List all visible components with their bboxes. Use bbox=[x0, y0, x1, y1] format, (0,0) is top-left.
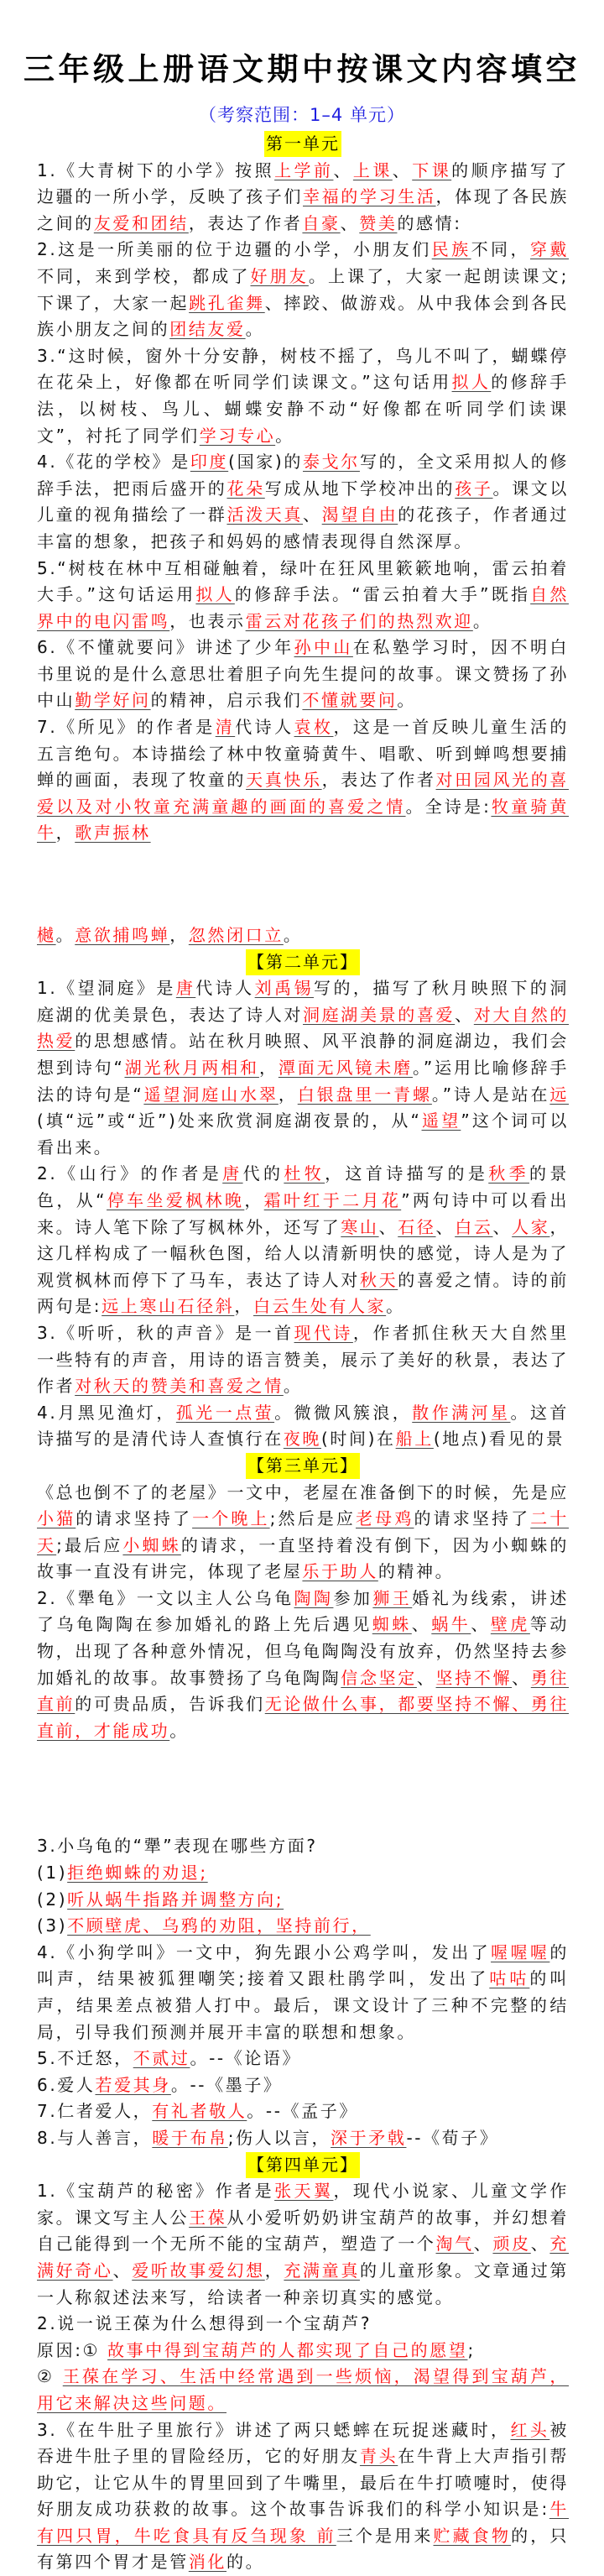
prompt-text: 、 bbox=[531, 2234, 550, 2254]
prompt-text: 。 bbox=[56, 925, 76, 945]
prompt-text: 8.与人善言， bbox=[37, 2128, 152, 2148]
answer-text: 壁虎 bbox=[491, 1614, 530, 1634]
document-body bbox=[37, 131, 569, 2576]
answer-text: 白银盘里一青螺 bbox=[298, 1084, 432, 1105]
answer-text: 二十天 bbox=[37, 1508, 569, 1555]
fill-in-item bbox=[37, 1400, 569, 1453]
answer-text: 唐 bbox=[176, 978, 195, 998]
prompt-text: ，也表示 bbox=[169, 611, 245, 631]
prompt-text: 。全诗是: bbox=[406, 797, 492, 817]
answer-text: 石径 bbox=[398, 1217, 435, 1237]
answer-text: 学习专心 bbox=[200, 426, 275, 446]
answer-text: 不懂就要问 bbox=[302, 690, 397, 710]
prompt-text: (2) bbox=[37, 1889, 67, 1910]
prompt-text: 4.《花的学校》是 bbox=[37, 452, 190, 472]
answer-text: 不顾壁虎、乌鸦的劝阻，坚持前行， bbox=[67, 1915, 371, 1936]
fill-in-item bbox=[37, 2178, 569, 2311]
prompt-text: 的，只有第四个胃才是管 bbox=[37, 2526, 569, 2573]
answer-text: 唐 bbox=[222, 1163, 242, 1183]
answer-text: 友爱和团结 bbox=[94, 213, 189, 233]
answer-text: 雷云对花孩子们的热烈欢迎 bbox=[246, 611, 473, 631]
fill-in-item bbox=[37, 2417, 569, 2576]
answer-text: 小蜘蛛 bbox=[122, 1535, 180, 1555]
answer-text: 听从蜗牛指路并调整方向; bbox=[67, 1889, 284, 1910]
prompt-text: 。”诗人是站在 bbox=[432, 1084, 550, 1105]
fill-in-item bbox=[37, 1586, 569, 1745]
prompt-text: 3.《听听，秋的声音》是一首 bbox=[37, 1323, 294, 1343]
prompt-text: 的儿童形象。文章通过第一人称叙述法来写，给读者一种亲切真实的感觉。 bbox=[37, 2260, 569, 2307]
answer-text: 牛有四只胃，牛吃食具有反刍现象 前 bbox=[37, 2499, 569, 2546]
answer-text: 刘禹锡 bbox=[255, 978, 314, 998]
prompt-text: 。课文以儿童的视角描绘了一群 bbox=[37, 478, 569, 525]
answer-text: 陶陶 bbox=[294, 1588, 334, 1608]
prompt-text: 的景色，从“ bbox=[37, 1163, 569, 1210]
answer-text: 孤光一点萤 bbox=[176, 1403, 274, 1423]
answer-text: 充满童真 bbox=[284, 2260, 360, 2281]
fill-in-item bbox=[37, 975, 569, 1161]
prompt-text: ， bbox=[265, 2260, 284, 2281]
prompt-text: ，这首诗描写的是 bbox=[325, 1163, 488, 1183]
unit-heading-label: 【第四单元】 bbox=[246, 2152, 360, 2178]
prompt-text: 、 bbox=[303, 504, 322, 525]
prompt-text: 的叫声，结果差点被猎人打中。最后，课文设计了三种不完整的结局，引导我们预测并展开丰富的联想和想象。 bbox=[37, 1968, 569, 2041]
prompt-text: 。”运用比喻修辞手法的诗句是“ bbox=[37, 1058, 569, 1105]
prompt-text: 1.《宝葫芦的秘密》作者是 bbox=[37, 2181, 274, 2201]
prompt-text: ，这几样构成了一幅秋色图，给人以清新明快的感觉，诗人是为了观赏枫林而停下了马车，表达了诗人对 bbox=[37, 1217, 569, 1290]
unit-heading bbox=[37, 2152, 569, 2179]
answer-text: 坚持不懈 bbox=[436, 1668, 513, 1688]
fill-in-item bbox=[37, 2046, 569, 2072]
answer-text: 信念坚定 bbox=[341, 1668, 417, 1688]
fill-in-item bbox=[37, 343, 569, 449]
prompt-text: 。--《孟子》 bbox=[247, 2101, 358, 2121]
prompt-text: 。 bbox=[397, 690, 416, 710]
blank-gap bbox=[37, 847, 569, 922]
answer-text: 白云生处有人家 bbox=[253, 1296, 386, 1316]
answer-text: 贮藏食物 bbox=[434, 2526, 512, 2546]
fill-in-item bbox=[37, 237, 569, 342]
prompt-text: 3.“这时候，窗外十分安静，树枝不摇了，鸟儿不叫了，蝴蝶停在花朵上，好像都在听同学们读课文。”这句话用 bbox=[37, 346, 569, 393]
prompt-text: 不同， bbox=[471, 239, 530, 259]
prompt-text: ，作者抓住秋天大自然里一些特有的声音，用诗的语言赞美，展示了美好的秋景，表达了作者 bbox=[37, 1323, 569, 1396]
prompt-text: 3.《在牛肚子里旅行》讲述了两只蟋蟀在玩捉迷藏时， bbox=[37, 2420, 510, 2440]
prompt-text: --《荀子》 bbox=[406, 2128, 498, 2148]
prompt-text: 3.小乌龟的“犟”表现在哪些方面? bbox=[37, 1836, 318, 1856]
prompt-text: 1.《大青树下的小学》按照 bbox=[37, 160, 274, 180]
prompt-text: 、 bbox=[492, 1217, 512, 1237]
prompt-text: 、 bbox=[455, 1005, 474, 1025]
fill-in-item bbox=[37, 1833, 569, 1860]
prompt-text: 。 bbox=[386, 1296, 405, 1316]
prompt-text: ② bbox=[37, 2366, 63, 2386]
answer-text: 老母鸡 bbox=[356, 1508, 414, 1528]
answer-text: 拟人 bbox=[195, 584, 234, 604]
prompt-text: 的叫声，结果被狐狸嘲笑;接着又跟杜鹃学叫，发出了 bbox=[37, 1942, 569, 1989]
prompt-text: ，现代小说家、儿童文学作家。课文写主人公 bbox=[37, 2181, 569, 2228]
fill-in-item bbox=[37, 1860, 569, 1887]
prompt-text: ， bbox=[56, 823, 76, 843]
answer-text: 对大自然的热爱 bbox=[37, 1005, 569, 1052]
prompt-text: 、 bbox=[436, 1217, 456, 1237]
fill-in-item bbox=[37, 1161, 569, 1320]
answer-text: 牧童骑黄牛 bbox=[37, 797, 569, 844]
prompt-text: 、 bbox=[113, 2260, 133, 2281]
answer-text: 杜牧 bbox=[284, 1163, 325, 1183]
fill-in-item bbox=[37, 158, 569, 238]
prompt-text: 。--《墨子》 bbox=[171, 2075, 283, 2095]
answer-text: 霜叶红于二月花 bbox=[264, 1190, 402, 1210]
answer-text: 无论做什么事，都要坚持不懈、勇往直前，才能成功 bbox=[37, 1694, 569, 1741]
prompt-text: 的顺序描写了边疆的一所小学，反映了孩子们 bbox=[37, 160, 569, 207]
fill-in-item bbox=[37, 2072, 569, 2099]
answer-text: 船上 bbox=[396, 1429, 434, 1449]
exam-scope-subtitle: （考察范围：1–4 单元） bbox=[0, 102, 604, 128]
answer-text: 好朋友 bbox=[250, 266, 308, 286]
prompt-text: 的修辞手法，以树枝、鸟儿、蝴蝶安静不动“好像都在听同学们读课文”，衬托了同学们 bbox=[37, 372, 569, 445]
answer-text: 遥望 bbox=[422, 1110, 461, 1131]
answer-text: 对田园风光的喜爱以及对小牧童充满童趣的画面的喜爱之情 bbox=[37, 770, 569, 817]
answer-text: 故事中得到宝葫芦的人都实现了自己的愿望 bbox=[107, 2340, 467, 2360]
answer-text: 现代诗 bbox=[294, 1323, 353, 1343]
answer-text: 蜗牛 bbox=[431, 1614, 471, 1634]
answer-text: 忽然闭口立 bbox=[189, 925, 284, 945]
answer-text: 孙中山 bbox=[294, 637, 353, 657]
answer-text: 下课 bbox=[412, 160, 451, 180]
answer-text: 勇往直前 bbox=[37, 1668, 569, 1715]
answer-text: 袁枚 bbox=[294, 717, 334, 737]
prompt-text: ， bbox=[169, 925, 189, 945]
prompt-text: 4.《小狗学叫》一文中，狗先跟小公鸡学叫，发出了 bbox=[37, 1942, 491, 1962]
answer-text: 秋季 bbox=[488, 1163, 529, 1183]
prompt-text: 的感情: bbox=[397, 213, 461, 233]
prompt-text: ;最后应 bbox=[56, 1535, 122, 1555]
prompt-text: 、 bbox=[333, 160, 352, 180]
answer-text: 喔喔喔 bbox=[491, 1942, 549, 1962]
answer-text: 幸福的学习生活 bbox=[303, 186, 436, 206]
prompt-text: 从小爱听奶奶讲宝葫芦的故事，并幻想着自己能得到一个无所不能的宝葫芦，塑造了一个 bbox=[37, 2208, 569, 2255]
prompt-text: ， bbox=[244, 1190, 263, 1210]
answer-text: 勤学好问 bbox=[75, 690, 150, 710]
answer-text: 穿戴 bbox=[530, 239, 569, 259]
unit-heading-label: 【第三单元】 bbox=[246, 1453, 360, 1479]
prompt-text: 。 bbox=[275, 426, 294, 446]
answer-text: 泰戈尔 bbox=[303, 452, 360, 472]
answer-text: 拒绝蜘蛛的劝退; bbox=[67, 1863, 208, 1883]
prompt-text: 的喜爱之情。诗的前两句是: bbox=[37, 1270, 569, 1317]
prompt-text: 的请求坚持了 bbox=[414, 1508, 530, 1528]
prompt-text: (填“远”或“近”)处来欣赏洞庭湖夜景的，从“ bbox=[37, 1110, 422, 1131]
document-title: 三年级上册语文期中按课文内容填空 bbox=[0, 50, 604, 89]
prompt-text: 。--《论语》 bbox=[190, 2048, 302, 2068]
prompt-text: 在牛背上大声指引帮助它，让它从牛的胃里回到了牛嘴里，最后在牛打喷嚏时，使得好朋友成功获救的故事。这个故事告诉我们的科学小知识是: bbox=[37, 2446, 569, 2519]
answer-text: 歌声振林 bbox=[75, 823, 150, 843]
prompt-text: ， bbox=[279, 1084, 298, 1105]
prompt-text: 写的，全文采用拟人的修辞手法，把雨后盛开的 bbox=[37, 452, 569, 499]
answer-text: 清 bbox=[216, 717, 235, 737]
prompt-text: ， bbox=[234, 1296, 253, 1316]
prompt-text: 的。 bbox=[226, 2552, 264, 2572]
prompt-text: 6.《不懂就要问》讲述了少年 bbox=[37, 637, 294, 657]
prompt-text: ;伤人以言， bbox=[228, 2128, 331, 2148]
answer-text: 一个晚上 bbox=[192, 1508, 270, 1528]
prompt-text: 的修辞手法。“雷云拍着大手”既指 bbox=[235, 584, 530, 604]
prompt-text: 。 bbox=[246, 319, 265, 339]
prompt-text: 写的，描写了秋月映照下的洞庭湖的优美景色，表达了诗人对 bbox=[37, 978, 569, 1025]
answer-text: 远上寒山石径斜 bbox=[102, 1296, 234, 1316]
answer-text: 潭面无风镜未磨 bbox=[279, 1058, 413, 1078]
prompt-text: 代诗人 bbox=[235, 717, 294, 737]
prompt-text: ，体现了各民族之间的 bbox=[37, 186, 569, 233]
prompt-text: 。 bbox=[284, 925, 303, 945]
prompt-text: 。 bbox=[169, 1721, 189, 1741]
answer-text: 意欲捕鸣蝉 bbox=[75, 925, 169, 945]
answer-text: 爱听故事爱幻想 bbox=[132, 2260, 265, 2281]
answer-text: 孩子 bbox=[455, 478, 492, 499]
answer-text: 遥望洞庭山水翠 bbox=[143, 1084, 278, 1105]
answer-text: 秋天 bbox=[360, 1270, 398, 1290]
answer-text: 乐于助人 bbox=[302, 1561, 378, 1581]
prompt-text: 1.《望洞庭》是 bbox=[37, 978, 176, 998]
answer-text: 花朵 bbox=[226, 478, 264, 499]
prompt-text: 5.不迁怒， bbox=[37, 2048, 133, 2068]
fill-in-item bbox=[37, 2338, 569, 2364]
prompt-text: 、 bbox=[417, 1668, 436, 1688]
answer-text: 若爱其身 bbox=[95, 2075, 170, 2095]
prompt-text: (1) bbox=[37, 1863, 67, 1883]
answer-text: 拟人 bbox=[452, 372, 492, 392]
answer-text: 跳孔雀舞 bbox=[189, 293, 265, 313]
answer-text: 张天翼 bbox=[274, 2181, 333, 2201]
prompt-text: 写成从地下学校冲出的 bbox=[265, 478, 455, 499]
answer-text: 王葆在学习、生活中经常遇到一些烦恼，渴望得到宝葫芦，用它来解决这些问题。 bbox=[37, 2366, 569, 2413]
fill-in-item bbox=[37, 635, 569, 714]
answer-text: 红头 bbox=[510, 2420, 549, 2440]
prompt-text: 、 bbox=[412, 1614, 432, 1634]
answer-text: 小猫 bbox=[37, 1508, 76, 1528]
answer-text: 自然界中的电闪雷鸣 bbox=[37, 584, 569, 631]
prompt-text: 不同，来到学校，都成了 bbox=[37, 266, 250, 286]
unit-heading bbox=[37, 1453, 569, 1480]
answer-text: 狮王 bbox=[372, 1588, 412, 1608]
answer-text: 印度 bbox=[190, 452, 228, 472]
prompt-text: 6.爱人 bbox=[37, 2075, 95, 2095]
fill-in-item bbox=[37, 449, 569, 555]
answer-text: 停车坐爱枫林晚 bbox=[107, 1190, 244, 1210]
prompt-text: 2.说一说王葆为什么想得到一个宝葫芦? bbox=[37, 2313, 372, 2333]
prompt-text: 2.这是一所美丽的位于边疆的小学，小朋友们 bbox=[37, 239, 432, 259]
answer-text: 消化 bbox=[189, 2552, 226, 2572]
prompt-text: (国家)的 bbox=[228, 452, 303, 472]
prompt-text: (时间)在 bbox=[321, 1429, 396, 1449]
answer-text: 对秋天的赞美和喜爱之情 bbox=[75, 1376, 284, 1396]
answer-text: 上课 bbox=[353, 160, 393, 180]
answer-text: 人家 bbox=[512, 1217, 549, 1237]
fill-in-item bbox=[37, 1940, 569, 2046]
prompt-text: 。微微风簇浪， bbox=[274, 1403, 412, 1423]
prompt-text: 、 bbox=[393, 160, 412, 180]
answer-text: 湖光秋月两相和 bbox=[124, 1058, 258, 1078]
prompt-text: ;然后是应 bbox=[270, 1508, 356, 1528]
prompt-text: ，这是一首反映儿童生活的五言绝句。本诗描绘了林中牧童骑黄牛、唱歌、听到蝉鸣想要捕蝉的画面，表现了牧童的 bbox=[37, 717, 569, 790]
prompt-text: 。上课了，大家一起朗读课文;下课了，大家一起 bbox=[37, 266, 569, 313]
prompt-text: 。 bbox=[473, 611, 492, 631]
prompt-text: 、 bbox=[379, 1217, 398, 1237]
prompt-text: 、 bbox=[474, 2234, 493, 2254]
fill-in-item bbox=[37, 714, 569, 847]
prompt-text: (3) bbox=[37, 1915, 67, 1936]
prompt-text: 婚礼为线索，讲述了乌龟陶陶在参加婚礼的路上先后遇见 bbox=[37, 1588, 569, 1635]
fill-in-item bbox=[37, 2364, 569, 2417]
prompt-text: ，表达了作者 bbox=[189, 213, 303, 233]
prompt-text: 的思想感情。站在秋月映照、风平浪静的洞庭湖边，我们会想到诗句“ bbox=[37, 1031, 569, 1078]
fill-in-item bbox=[37, 922, 569, 949]
fill-in-item bbox=[37, 1320, 569, 1400]
answer-text: 有礼者敬人 bbox=[152, 2101, 247, 2121]
answer-text: 淘气 bbox=[436, 2234, 474, 2254]
prompt-text: 等动物，出现了各种意外情况，但乌龟陶陶没有放弃，仍然坚持去参加婚礼的故事。故事赞扬了乌龟陶陶 bbox=[37, 1614, 569, 1687]
unit-heading bbox=[37, 131, 569, 158]
prompt-text: 5.“树枝在林中互相碰触着，绿叶在狂风里簌簌地响，雷云拍着大手。”这句话运用 bbox=[37, 558, 569, 605]
answer-text: 渴望自由 bbox=[322, 504, 398, 525]
prompt-text: 、 bbox=[512, 1668, 531, 1688]
prompt-text: 原因:① bbox=[37, 2340, 107, 2360]
answer-text: 樾 bbox=[37, 925, 56, 945]
unit-heading-label: 【第二单元】 bbox=[246, 949, 360, 975]
prompt-text: 被吞进牛肚子里的冒险经历，它的好朋友 bbox=[37, 2420, 569, 2467]
prompt-text: 。这首诗描写的是清代诗人查慎行在 bbox=[37, 1403, 569, 1450]
prompt-text: ，表达了作者 bbox=[322, 770, 436, 790]
answer-text: 散作满河星 bbox=[412, 1403, 510, 1423]
prompt-text: 的花孩子，作者通过丰富的想象，把孩子和妈妈的感情表现得自然深厚。 bbox=[37, 504, 569, 551]
answer-text: 王葆 bbox=[189, 2208, 226, 2228]
answer-text: 寒山 bbox=[341, 1217, 378, 1237]
prompt-text: 7.仁者爱人， bbox=[37, 2101, 152, 2121]
answer-text: 民族 bbox=[432, 239, 471, 259]
answer-text: 深于矛戟 bbox=[331, 2128, 406, 2148]
prompt-text: 2.《山行》的作者是 bbox=[37, 1163, 222, 1183]
fill-in-item bbox=[37, 2098, 569, 2125]
fill-in-item bbox=[37, 1887, 569, 1914]
fill-in-item bbox=[37, 2311, 569, 2338]
answer-text: 赞美 bbox=[359, 213, 397, 233]
answer-text: 白云 bbox=[455, 1217, 492, 1237]
answer-text: 咕咕 bbox=[489, 1968, 529, 1988]
prompt-text: ”两句诗中可以看出来。诗人笔下除了写枫林外，还写了 bbox=[37, 1190, 569, 1237]
answer-text: 上学前 bbox=[274, 160, 333, 180]
prompt-text: 。 bbox=[284, 1376, 303, 1396]
prompt-text: 参加 bbox=[333, 1588, 372, 1608]
prompt-text: 7.《所见》的作者是 bbox=[37, 717, 216, 737]
prompt-text: 、 bbox=[471, 1614, 491, 1634]
answer-text: 青头 bbox=[360, 2446, 398, 2466]
prompt-text: 的可贵品质，告诉我们 bbox=[75, 1694, 264, 1714]
answer-text: 顽皮 bbox=[492, 2234, 530, 2254]
prompt-text: 《总也倒不了的老屋》一文中，老屋在准备倒下的时候，先是应 bbox=[37, 1482, 569, 1502]
unit-section bbox=[37, 1453, 569, 2152]
unit-section bbox=[37, 131, 569, 949]
prompt-text: 的请求坚持了 bbox=[76, 1508, 192, 1528]
prompt-text: 代诗人 bbox=[195, 978, 254, 998]
prompt-text: 在私塾学习时，因不明白书里说的是什么意思壮着胆子向先生提问的故事。课文赞扬了孙中山 bbox=[37, 637, 569, 710]
answer-text: 活泼天真 bbox=[226, 504, 303, 525]
prompt-text: ， bbox=[259, 1058, 279, 1078]
answer-text: 不贰过 bbox=[133, 2048, 190, 2068]
prompt-text: 、摔跤、做游戏。从中我体会到各民族小朋友之间的 bbox=[37, 293, 569, 340]
prompt-text: (地点)看见的景 bbox=[434, 1429, 565, 1449]
fill-in-item bbox=[37, 2125, 569, 2152]
answer-text: 远 bbox=[549, 1084, 569, 1105]
unit-heading-label: 第一单元 bbox=[264, 131, 341, 157]
prompt-text: ; bbox=[467, 2340, 475, 2360]
blank-gap bbox=[37, 1744, 569, 1833]
unit-heading bbox=[37, 949, 569, 976]
answer-text: 洞庭湖美景的喜爱 bbox=[303, 1005, 455, 1025]
fill-in-item bbox=[37, 1480, 569, 1586]
unit-section bbox=[37, 2152, 569, 2576]
prompt-text: 2.《犟龟》一文以主人公乌龟 bbox=[37, 1588, 294, 1608]
prompt-text: 4.月黑见渔灯， bbox=[37, 1403, 176, 1423]
answer-text: 自豪 bbox=[302, 213, 340, 233]
prompt-text: 、 bbox=[341, 213, 360, 233]
answer-text: 天真快乐 bbox=[246, 770, 322, 790]
answer-text: 蜘蛛 bbox=[372, 1614, 412, 1634]
prompt-text: 的精神。 bbox=[378, 1561, 454, 1581]
answer-text: 暖于布帛 bbox=[152, 2128, 227, 2148]
prompt-text: ”这个词可以看出来。 bbox=[37, 1110, 569, 1157]
answer-text: 充满好奇心 bbox=[37, 2234, 569, 2281]
fill-in-item bbox=[37, 556, 569, 635]
prompt-text: 代的 bbox=[243, 1163, 284, 1183]
unit-section bbox=[37, 949, 569, 1453]
prompt-text: 的精神，启示我们 bbox=[151, 690, 303, 710]
fill-in-item bbox=[37, 1913, 569, 1940]
answer-text: 团结友爱 bbox=[169, 319, 245, 339]
prompt-text: 三个是用来 bbox=[336, 2526, 434, 2546]
answer-text: 夜晚 bbox=[284, 1429, 321, 1449]
prompt-text: 的请求，一直坚持着没有倒下，因为小蜘蛛的故事一直没有讲完，体现了老屋 bbox=[37, 1535, 569, 1582]
